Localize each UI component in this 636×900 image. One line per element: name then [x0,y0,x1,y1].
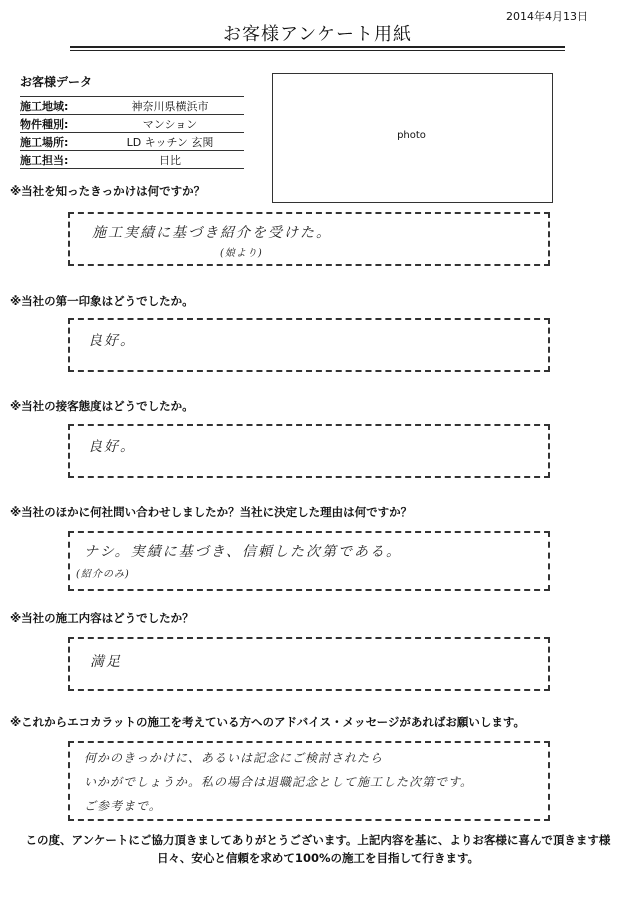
page-title-wrap [70,20,565,46]
question-2: ※当社の第一印象はどうでしたか。 [10,294,194,308]
info-label: 物件種別: [20,115,96,133]
info-row [20,115,244,133]
survey-date: 2014年4月13日 [506,10,588,23]
answer-6-line-1: 何かのきっかけに、あるいは記念にご検討されたら [84,751,384,765]
answer-box-4 [68,531,550,591]
answer-box-6 [68,741,550,821]
customer-info-table [20,96,244,169]
info-value: LD キッチン 玄関 [96,133,244,151]
info-row [20,97,244,115]
photo-label: photo [397,130,426,141]
answer-box-1 [68,212,550,266]
title-underline-thin [70,50,565,51]
question-1: ※当社を知ったきっかけは何ですか？ [10,184,206,198]
page-title: お客様アンケート用紙 [223,24,412,45]
answer-1-note: (娘より) [220,248,263,259]
info-row [20,151,244,169]
question-6: ※これからエコカラットの施工を考えている方へのアドバイス・メッセージがあればお願いします。 [10,715,525,729]
info-row [20,133,244,151]
question-3: ※当社の接客態度はどうでしたか。 [10,399,194,413]
answer-3-text: 良好。 [88,439,136,455]
info-label: 施工担当: [20,151,96,169]
info-label: 施工地域: [20,97,96,115]
info-value: マンション [96,115,244,133]
answer-6-line-2: いかがでしょうか。私の場合は退職記念として施工した次第です。 [84,775,474,789]
answer-box-5 [68,637,550,691]
answer-4-text: ナシ。実績に基づき、信頼した次第である。 [84,544,403,560]
answer-2-text: 良好。 [88,333,136,349]
title-underline [70,46,565,48]
answer-6-line-3: ご参考まで。 [84,799,162,813]
answer-box-2 [68,318,550,372]
answer-box-3 [68,424,550,478]
question-4: ※当社のほかに何社問い合わせしましたか？当社に決定した理由は何ですか？ [10,505,413,519]
footer-line-2: 日々、安心と信頼を求めて100%の施工を目指して行きます。 [156,851,480,865]
info-value: 日比 [96,151,244,169]
footer-line-1: この度、アンケートにご協力頂きましてありがとうございます。上記内容を基に、よりお客様に喜んで頂きます様 [25,833,611,847]
question-5: ※当社の施工内容はどうでしたか？ [10,611,194,625]
info-value: 神奈川県横浜市 [96,97,244,115]
info-label: 施工場所: [20,133,96,151]
customer-data-heading: お客様データ [20,75,93,89]
answer-5-text: 満足 [90,654,122,670]
answer-4-note: (紹介のみ) [76,569,130,580]
answer-1-text: 施工実績に基づき紹介を受けた。 [92,225,332,241]
